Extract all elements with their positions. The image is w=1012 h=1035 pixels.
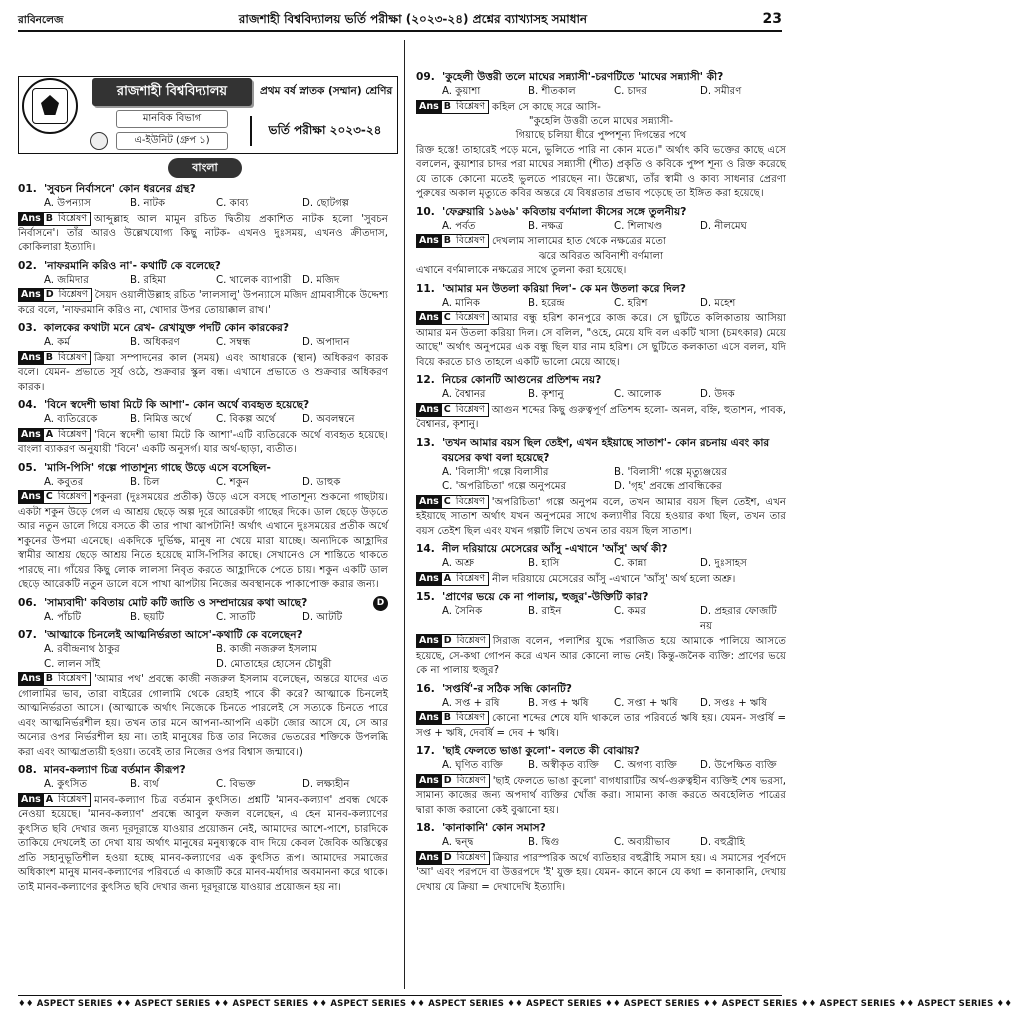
question-number: 08.	[18, 764, 37, 777]
question-item	[416, 373, 786, 432]
options-row	[416, 85, 786, 99]
answer-letter: C	[441, 496, 453, 508]
answer-explanation	[416, 234, 786, 249]
option: C. খালেক ব্যাপারী	[216, 275, 292, 286]
question-text: 'আত্মাকে চিনলেই আত্মনির্ভরতা আসে'-কথাটি কে বলেছেন?	[44, 629, 303, 642]
option: A. সপ্ত + রষি	[442, 697, 500, 709]
answer-letter: D	[441, 852, 454, 864]
answer-explanation	[416, 100, 786, 115]
answer-label: Ans	[21, 491, 41, 503]
option: A. অশ্রু	[442, 558, 475, 570]
explanation-text: 'অপরিচিতা' গল্পে অনুপম বলে, তখন আমার বয়স ছিল তেইশ, এখন হইয়াছে সাতাশ অর্থাৎ যখন অনুপমের সাথে কল্যাণীর বিয়ে হওয়ার কথা ছিল, তখন তার বয়স তেইশ ছিল এবং যখন গল্পটি লিখে তখন তার বয়স ছিল সাতাশ।	[416, 496, 786, 537]
answer-explanation	[18, 428, 388, 458]
question-number: 05.	[18, 461, 37, 474]
answer-label: Ans	[419, 851, 439, 863]
option: B. ব্যর্থ	[130, 779, 159, 791]
exam-info-box	[18, 76, 398, 154]
question-number: 06.	[18, 596, 37, 609]
university-name: রাজশাহী বিশ্ববিদ্যালয়	[92, 78, 252, 106]
option: A. কুৎসিত	[44, 779, 88, 791]
question-text: 'কুহেলী উত্তরী তলে মাঘের সন্ন্যাসী'-চরণটিতে 'মাঘের সন্ন্যাসী' কী?	[442, 71, 724, 83]
subject-badge: বাংলা	[168, 158, 242, 178]
question-title	[416, 682, 786, 697]
explain-label: বিশ্লেষণ	[58, 793, 88, 805]
question-number: 11.	[416, 282, 435, 295]
option: B. শীতকাল	[528, 86, 576, 98]
question-text: নিচের কোনটি আগুনের প্রতিশব্দ নয়?	[442, 374, 602, 387]
question-item	[18, 398, 388, 457]
explain-label: বিশ্লেষণ	[456, 572, 486, 584]
option: D. অবলম্বনে	[302, 414, 355, 426]
options-row	[416, 220, 786, 234]
question-number: 18.	[416, 822, 435, 835]
explanation-text: সিরাজ বলেন, পলাশির যুদ্ধে পরাজিত হয়ে আমাকে পালিয়ে আসতে হয়েছে, সে-কথা গোপন করে এখন আর কোনো লাভ নেই। কিন্তু-জনৈক ব্যক্তি: প্রাণের ভয়ে কে না পালায় হুজুর?	[416, 636, 786, 677]
question-number: 15.	[416, 591, 435, 604]
option: B. অধিকরণ	[130, 337, 180, 349]
options-row	[416, 836, 786, 850]
question-item	[416, 205, 786, 279]
exam-title: ভর্তি পরীক্ষা ২০২৩-২৪	[250, 116, 398, 146]
question-title	[416, 205, 786, 220]
class-line: প্রথম বর্ষ স্নাতক (সম্মান) শ্রেণির	[260, 85, 393, 97]
question-item	[18, 763, 388, 895]
question-title	[416, 373, 786, 388]
answer-letter: B	[441, 712, 453, 724]
option: D. বহুব্রীহি	[700, 837, 745, 849]
answer-label: Ans	[21, 428, 41, 440]
answer-tag	[416, 711, 489, 725]
answer-letter: A	[43, 794, 55, 806]
question-text: 'তখন আমার বয়স ছিল তেইশ, এখন হইয়াছে সাতাশ'- কোন রচনায় এবং কার বয়সের কথা বলা হয়েছে?	[442, 436, 770, 464]
explain-label: বিশ্লেষণ	[455, 403, 485, 415]
option: C. অগণ্য ব্যক্তি	[614, 760, 677, 772]
question-title	[18, 398, 388, 413]
options-row	[416, 697, 786, 711]
explain-label: বিশ্লেষণ	[456, 100, 486, 112]
question-text: 'বিনে স্বদেশী ভাষা মিটে কি আশা'- কোন অর্থে ব্যবহৃত হয়েছে?	[44, 399, 310, 412]
answer-label: Ans	[419, 312, 439, 324]
question-item	[416, 590, 786, 678]
answer-mark: D	[373, 596, 388, 611]
question-number: 01.	[18, 183, 37, 195]
answer-explanation	[18, 793, 388, 895]
option: D. মহেশ	[700, 297, 736, 309]
explain-label: বিশ্লেষণ	[58, 351, 88, 363]
option: C. লালন সাঁই	[44, 658, 101, 670]
option: D. প্রহরার ফোজটি নয়	[700, 606, 777, 632]
question-item	[18, 461, 388, 593]
explain-label: বিশ্লেষণ	[58, 428, 88, 440]
left-column	[18, 182, 388, 989]
option: D. সমীরণ	[700, 86, 742, 98]
answer-tag	[18, 288, 92, 302]
question-number: 07.	[18, 629, 37, 642]
option: C. কান্না	[614, 558, 647, 570]
answer-explanation	[18, 351, 388, 395]
question-item	[416, 682, 786, 741]
option: A. রবীন্দ্রনাথ ঠাকুর	[44, 644, 120, 656]
answer-tag	[416, 634, 490, 648]
answer-explanation	[416, 403, 786, 433]
option: A. জমিদার	[44, 275, 89, 286]
answer-tag	[18, 793, 91, 807]
options-row	[416, 759, 786, 773]
options-row	[18, 611, 388, 625]
options-row	[18, 778, 388, 792]
answer-letter: D	[441, 775, 454, 787]
answer-label: Ans	[21, 289, 41, 301]
answer-tag	[416, 851, 490, 865]
university-logo-icon	[22, 78, 78, 134]
option: D. উপেক্ষিত ব্যক্তি	[700, 760, 777, 772]
answer-explanation	[18, 672, 388, 760]
question-number: 13.	[416, 436, 435, 449]
explain-label: বিশ্লেষণ	[456, 712, 486, 724]
option: B. রহিমা	[130, 275, 166, 286]
answer-explanation	[416, 634, 786, 678]
explanation-text: মানব-কল্যাণ চিত্র বর্তমান কুৎসিত। প্রশ্নটি 'মানব-কল্যাণ' প্রবন্ধ থেকে নেওয়া হয়েছে। 'মানব-কল্যাণ' প্রবন্ধে আবুল ফজল বলেছেন, এ হেন মানব-কল্যাণের কুৎসিত ছবি দেখার জন্য দূরদূরান্তে যাওয়ার প্রয়োজন নেই, আমাদের আশে-পাশে, চারদিকে তাকিয়ে দেখলেই তা দেখা যায় অর্থাৎ মানুষের মনুষ্যত্বকে বাদ দিয়ে কেবল জৈবিক অস্তিত্বের প্রতি সহানুভূতিশীল হওয়া হচ্ছে মানব-কল্যাণের এক কুৎসিত রূপ। আমাদের সমাজের অধিকাংশ মানুষ মানব-কল্যাণের পরিবর্তে এ কাজটি করে মানব-মর্যাদার অবমাননা করে থাকে। তাই মানব-কল্যাণের কুৎসিত ছবি দেখার জন্য দূরদূরান্তে যাওয়ার প্রয়োজন হয় না।	[18, 794, 388, 893]
answer-letter: B	[43, 673, 55, 685]
option: C. আলোক	[614, 389, 662, 401]
answer-explanation	[416, 495, 786, 539]
answer-explanation	[416, 711, 786, 741]
options-row	[18, 413, 388, 427]
column-divider	[404, 40, 405, 989]
option: D. নীলমেঘ	[700, 220, 747, 232]
question-text: 'ছাই ফেলতে ভাঙা কুলো'- বলতে কী বোঝায়?	[442, 745, 640, 758]
explanation-continued: এখানে বর্ণমালাকে নক্ষত্রের সাথে তুলনা করা হয়েছে।	[416, 265, 627, 277]
question-item	[416, 70, 786, 202]
option: D. ডাহুক	[302, 476, 341, 488]
explanation-text: কহিল সে কাছে সরে আসি-	[492, 101, 601, 113]
answer-letter: D	[43, 289, 56, 301]
option: A. দ্বন্দ্ব	[442, 837, 474, 849]
answer-letter: A	[43, 429, 55, 441]
explain-label: বিশ্লেষণ	[456, 774, 486, 786]
option: B. নক্ষত্র	[528, 220, 564, 232]
question-item	[18, 259, 388, 318]
question-number: 17.	[416, 745, 435, 758]
options-row	[18, 336, 388, 350]
option: A. কবুতর	[44, 476, 84, 488]
option: C. শকুন	[216, 476, 249, 488]
question-title	[18, 321, 388, 336]
answer-letter: C	[441, 312, 453, 324]
options-row	[18, 643, 388, 672]
answer-tag	[416, 311, 489, 325]
option: C. হরিশ	[614, 297, 648, 309]
option: A. 'বিলাসী' গল্পে বিলাসীর	[442, 466, 549, 478]
explanation-text: আব্দুল্লাহ আল মামুন রচিত দ্বিতীয় প্রকাশিত নাটক হলো 'সুবচন নির্বাসনে'। তাঁর আরও উল্লেখযোগ্য কিছু নাটক- এখনও দুঃসময়, এখনও ক্রীতদাস, কোকিলারা ইত্যাদি।	[18, 213, 388, 254]
answer-tag	[416, 403, 489, 417]
option: D. লক্ষ্যহীন	[302, 779, 350, 791]
question-item	[416, 744, 786, 818]
question-number: 09.	[416, 71, 435, 83]
options-row	[18, 274, 388, 288]
options-row	[18, 476, 388, 490]
explanation-text: 'বিনে স্বদেশী ভাষা মিটে কি আশা'-এটি ব্যতিরেকে অর্থে ব্যবহৃত হয়েছে। বাংলা ব্যাকরণ অনুযায়ী 'বিনে' একটি অনুসর্গ। যার অর্থ-ছাড়া, ব্যতীত।	[18, 429, 388, 456]
answer-explanation	[18, 212, 388, 256]
option: B. কৃশানু	[528, 389, 564, 401]
option: A. সৈনিক	[442, 606, 483, 618]
question-title	[18, 763, 388, 778]
question-title	[416, 590, 786, 605]
answer-explanation	[416, 311, 786, 370]
answer-letter: B	[441, 101, 453, 113]
explanation-text: কোনো শব্দের শেষে যদি থাকলে তার পরিবর্তে ঋষি হয়। যেমন- সপ্তর্ষি = সপ্ত + ঋষি, দেবর্ষি = দেব + ঋষি।	[416, 713, 786, 739]
explain-label: বিশ্লেষণ	[58, 289, 88, 301]
answer-letter: B	[441, 235, 453, 247]
explanation-text: শকুনরা (দুঃসময়ের প্রতীক) উড়ে এসে বসছে পাতাশূন্য শুকনো গাছটায়। একটা শকুন উড়ে গেল এ আশ্রয় ছেড়ে অল্প দূরে আরেকটা গাছের দিকে। ডাল ছেড়ে উড়তে আর নতুন ডালে গিয়ে বসতে কী তার পাখা ঝাপটানি! অর্থাৎ এখানে দুঃসময়ের প্রতীক অর্থে শকুনের উপমা এনেছে। একদিকে দুর্ভিক্ষ, মানুষ না খেয়ে মারা যাচ্ছে। অন্যদিকে আহ্লাদির স্বামীর আশ্রয় ছেড়ে আশ্রয় নিতে হয়েছে মাসি-পিসির কাছে। সেখানেও সে শান্তিতে থাকতে পারছে না। গাঁয়ের কিছু লোক লালসা নিবৃত করতে আহ্লাদিকে পেতে চায়। শকুন একটি ডাল ছেড়ে আরেকটি নতুন ডালে বসে পাখা ঝাপটায় নিজের অবস্থানকে পাকাপোক্ত করার জন্য।	[18, 492, 388, 591]
option: B. নাটক	[130, 198, 166, 210]
answer-label: Ans	[419, 235, 439, 247]
answer-tag	[18, 490, 91, 504]
option: B. রাইন	[528, 606, 562, 618]
explanation-text: ক্রিয়া সম্পাদনের কাল (সময়) এবং আধারকে (স্থান) অধিকরণ কারক বলে। যেমন- প্রভাতে সূর্য ওঠে, শুক্রবার স্কুল বন্ধ। এখানে প্রভাতে ও শুক্রবার অধিকরণ কারক।	[18, 352, 388, 393]
question-title	[18, 461, 388, 476]
answer-tag	[18, 212, 91, 226]
poem-line: "কুহেলি উত্তরী তলে মাঘের সন্ন্যাসী-	[528, 116, 674, 127]
question-item	[416, 436, 786, 539]
answer-tag	[416, 495, 489, 509]
question-item	[18, 321, 388, 395]
options-row	[416, 466, 786, 495]
options-row	[416, 388, 786, 402]
answer-tag	[416, 234, 489, 248]
answer-label: Ans	[419, 774, 439, 786]
question-item	[416, 821, 786, 895]
option: A. মানিক	[442, 297, 480, 309]
explain-label: বিশ্লেষণ	[456, 235, 486, 247]
option: B. দ্বিগু	[528, 837, 560, 849]
answer-tag	[18, 351, 91, 365]
question-title	[416, 282, 786, 297]
option: A. পাঁচটি	[44, 611, 82, 623]
option: D. 'গৃহ' প্রবন্ধে প্রাবন্ধিকের	[614, 481, 722, 493]
option: C. শিলাখণ্ড	[614, 220, 663, 232]
option: D. উদক	[700, 389, 735, 401]
department-label: মানবিক বিভাগ	[116, 110, 228, 128]
option: B. অস্বীকৃত ব্যক্তি	[528, 760, 599, 772]
answer-tag	[416, 100, 489, 114]
question-item	[416, 282, 786, 370]
question-text: 'ফেব্রুয়ারি ১৯৬৯' কবিতায় বর্ণমালা কীসের সঙ্গে তুলনীয়?	[442, 205, 687, 218]
answer-letter: C	[43, 491, 55, 503]
answer-label: Ans	[419, 495, 439, 507]
question-title	[18, 596, 388, 611]
option: A. ঘৃণিত ব্যক্তি	[442, 760, 503, 772]
explain-label: বিশ্লেষণ	[58, 212, 88, 224]
option: C. সাতটি	[216, 611, 256, 623]
options-row	[416, 297, 786, 311]
question-item	[18, 182, 388, 256]
question-text: নীল দরিয়ায়ে মেসেরের আঁসু -এখানে 'আঁসু' অর্থ কী?	[442, 543, 668, 556]
option: B. সপ্ত + ঋষি	[528, 697, 589, 709]
question-text: 'মাসি-পিসি' গল্পে পাতাশূন্য গাছে উড়ে এসে বসেছিল-	[44, 461, 271, 474]
question-text: মানব-কল্যাণ চিত্র বর্তমান কীরূপ?	[44, 764, 186, 777]
question-number: 12.	[416, 374, 435, 387]
answer-label: Ans	[21, 673, 41, 685]
answer-letter: A	[441, 573, 453, 585]
explanation-text: আমার বন্ধু হরিশ কানপুরে কাজ করে। সে ছুটিতে কলিকাতায় আসিয়া আমার মন উতলা করিয়া দিল। সে বলিল, "ওহে, মেয়ে যদি বল একটি খাসা (চমৎকার) মেয়ে আছে" অর্থাৎ অনুপমের এক বন্ধু ছিল যার নাম হরিশ। সে ছুটিতে কলকাতা এসে বলল, যদি বিয়ে করতে চাও তাহলে একটি ভালো মেয়ে আছে।	[416, 313, 786, 368]
option: C. সপ্তা + ঋষি	[614, 697, 678, 709]
poem-line: ঝরে অবিরত অবিনাশী বর্ণমালা	[538, 250, 664, 262]
answer-label: Ans	[21, 793, 41, 805]
option: D. অপাদান	[302, 337, 350, 349]
option: C. অব্যয়ীভাব	[614, 837, 671, 849]
page-title: রাজশাহী বিশ্ববিদ্যালয় ভর্তি পরীক্ষা (২০২৩-২৪) প্রশ্নের ব্যাখ্যাসহ সমাধান	[238, 12, 588, 27]
answer-explanation	[18, 288, 388, 318]
option: D. আটটি	[302, 611, 343, 623]
explain-label: বিশ্লেষণ	[57, 491, 87, 503]
question-number: 02.	[18, 259, 37, 272]
explain-label: বিশ্লেষণ	[455, 495, 485, 507]
question-text: 'নাফরমানি করিও না'- কথাটি কে বলেছে?	[44, 259, 221, 272]
question-text: কালকের কথাটা মনে রেখ- রেখাযুক্ত পদটি কোন কারকের?	[44, 322, 289, 335]
explain-label: বিশ্লেষণ	[456, 635, 486, 647]
question-text: 'সুবচন নির্বাসনে' কোন ধরনের গ্রন্থ?	[44, 183, 196, 195]
option: B. হরেন্দ্র	[528, 297, 565, 309]
explain-label: বিশ্লেষণ	[58, 673, 88, 685]
option: C. বিকল্প অর্থে	[216, 414, 276, 426]
explanation-text: দেখলাম সালামের হাত থেকে নক্ষত্রের মতো	[492, 236, 666, 248]
option: D. দুঃসাহস	[700, 558, 747, 570]
question-number: 14.	[416, 543, 435, 556]
publisher-name: রাবিনলেজ	[18, 13, 64, 26]
answer-explanation	[416, 572, 786, 587]
question-item	[18, 596, 388, 626]
answer-label: Ans	[419, 712, 439, 724]
option: C. কমর	[614, 606, 646, 618]
question-number: 03.	[18, 322, 37, 335]
answer-explanation	[18, 490, 388, 592]
answer-tag	[18, 428, 91, 442]
option: A. কর্ম	[44, 337, 71, 349]
option: A. উপন্যাস	[44, 198, 91, 210]
answer-letter: B	[43, 213, 55, 225]
option: B. কাজী নজরুল ইসলাম	[216, 644, 317, 656]
option: B. নিমিত্ত অর্থে	[130, 414, 192, 426]
question-title	[416, 821, 786, 836]
option: D. সপ্তঃ + ঋষি	[700, 697, 767, 709]
answer-explanation	[416, 851, 786, 895]
option: A. ব্যতিরেকে	[44, 414, 98, 426]
answer-label: Ans	[21, 351, 41, 363]
option: B. 'বিলাসী' গল্পে মৃত্যুঞ্জয়ের	[614, 466, 728, 478]
option: B. হাসি	[528, 558, 560, 570]
option: C. কাব্য	[216, 198, 249, 210]
answer-letter: B	[43, 352, 55, 364]
question-title	[18, 182, 388, 197]
answer-explanation	[416, 774, 786, 818]
page-header	[18, 10, 782, 32]
answer-letter: C	[441, 404, 453, 416]
options-row	[416, 557, 786, 571]
question-title	[416, 542, 786, 557]
right-column	[416, 70, 786, 989]
answer-label: Ans	[419, 403, 439, 415]
option: C. সম্বন্ধ	[216, 337, 251, 349]
options-row	[416, 605, 786, 634]
options-row	[18, 197, 388, 211]
question-title	[416, 70, 786, 85]
option: C. বিভক্ত	[216, 779, 256, 791]
unit-label: এ-ইউনিট (গ্রুপ ১)	[116, 132, 228, 150]
question-title	[416, 436, 786, 466]
option: D. মজিদ	[302, 275, 340, 286]
question-text: 'আমার মন উতলা করিয়া দিল'- কে মন উতলা করে দিল?	[442, 282, 686, 295]
answer-tag	[416, 774, 490, 788]
question-number: 04.	[18, 399, 37, 412]
option: A. পর্বত	[442, 220, 476, 232]
explain-label: বিশ্লেষণ	[455, 312, 485, 324]
question-title	[416, 744, 786, 759]
option: D. মোতাহের হোসেন চৌধুরী	[216, 658, 332, 670]
explain-label: বিশ্লেষণ	[456, 851, 486, 863]
answer-label: Ans	[419, 100, 439, 112]
question-text: 'সপ্তর্ষি'-র সঠিক সন্ধি কোনটি?	[442, 682, 572, 695]
question-title	[18, 259, 388, 274]
answer-letter: D	[441, 635, 454, 647]
answer-label: Ans	[419, 572, 439, 584]
answer-label: Ans	[419, 635, 439, 647]
explanation-continued: রিক্ত হস্তে! তাহারেই পড়ে মনে, ভুলিতে পারি না কোন মতে।" অর্থাৎ কবি ভক্তের কাছে এসে বললেন, কুয়াশার চাদর পরা মাঘের সন্ন্যাসী (শীত) প্রকৃতি ও কবিকে পুষ্প শূন্য ও রিক্ত করেছে যে তাকে কোনো মতেই ভুলতে পারছেন না। উল্লেখ্য, তাঁর স্বামী ও কাব্য সাধনার প্রেরণা পুরুষের অকাল মৃত্যুতে কবির অন্তরে যে বিষণ্ণতার প্রভাব পড়েছে তা ইঙ্গিত করা হয়েছে।	[416, 144, 786, 200]
question-number: 10.	[416, 205, 435, 218]
option: B. চিল	[130, 476, 160, 488]
option: D. ছোটগল্প	[302, 198, 350, 210]
poem-line: গিয়াছে চলিয়া ধীরে পুষ্পশূন্য দিগন্তের পথে	[515, 130, 687, 142]
explanation-text: আগুন শব্দের কিছু গুরুত্বপূর্ণ প্রতিশব্দ হলো- অনল, বহ্নি, হুতাশন, পাবক, বৈশ্বানর, কৃশানু।	[416, 404, 786, 431]
answer-label: Ans	[21, 212, 41, 224]
page-number: 23	[762, 11, 782, 28]
question-item	[416, 542, 786, 587]
question-text: 'প্রাণের ভয়ে কে না পালায়, হুজুর'-উক্তিটি কার?	[442, 591, 649, 604]
explanation-text: নীল দরিয়ায়ে মেসেরের আঁসু -এখানে 'আঁসু' অর্থ হলো অশ্রু।	[492, 573, 736, 585]
option: C. চাদর	[614, 86, 647, 98]
question-number: 16.	[416, 682, 435, 695]
question-title	[18, 628, 388, 643]
option: A. বৈশ্বানর	[442, 389, 486, 401]
explanation-text: ক্রিয়ার পারস্পরিক অর্থে ব্যতিহার বহুব্রীহি সমাস হয়। এ সমাসের পূর্বপদে 'আ' এবং পরপদে বা উত্তরপদে 'ই' যুক্ত হয়। যেমন- কানে কানে যে কথা = কানাকানি, দেখায় দেখায় যে ক্রিয়া = দেখাদেখি ইত্যাদি।	[416, 852, 786, 893]
answer-tag	[18, 672, 91, 686]
footer-series: ♦♦ ASPECT SERIES ♦♦ ASPECT SERIES ♦♦ ASPECT SERIES ♦♦ ASPECT SERIES ♦♦ ASPECT SERIES ♦♦ ASPECT SERIES ♦♦ ASPECT SERIES ♦♦ ASPECT SERIES ♦♦ ASPECT SERIES ♦♦ ASPECT SERIES ♦♦	[18, 995, 782, 1009]
smiley-icon	[90, 132, 108, 150]
question-text: 'সাম্যবাদী' কবিতায় মোট কটি জাতি ও সম্প্রদায়ের কথা আছে?	[44, 596, 308, 609]
question-text: 'কানাকানি' কোন সমাস?	[442, 822, 546, 835]
explanation-text: 'আমার পথ' প্রবন্ধে কাজী নজরুল ইসলাম বলেছেন, অন্তরে যাদের এত গোলামির ভাব, তারা বাইরের গোলামি থেকে রেহাই পাবে কী করে? আত্মাকে চিনলেই আত্মনির্ভরতা আসে। (আত্মাকে অর্থাৎ নিজেকে চিনতে পারলেই সে সত্যকে চিনতে পারে এবং আত্মনির্ভরশীল হয়। তখন তার মনে আপনা-আপনি একটা জোর আসে যে, সে আর অন্যের ওপর নির্ভরশীল হয় না। তাই মানুষের চিত্ত তার নিজের ভেতরের শক্তিকে উপলব্ধি করা এবং আত্মপ্রত্যয়ী হওয়া। তবেই তার নিজের ওপর বিশ্বাস জন্মাবে।)	[18, 674, 388, 758]
option: A. কুয়াশা	[442, 86, 481, 98]
explanation-text: 'ছাই ফেলতে ভাঙা কুলো' বাগধারাটির অর্থ-গুরুত্বহীন ব্যক্তিই শেষ ভরসা, সামান্য কাজের জন্য অপদার্থ ব্যক্তির খোঁজ করা। সামান্য কাজ করতে অবহেলিত পাত্রের দ্বারা কাজ করানো কেই বুঝানো হয়।	[416, 775, 786, 816]
option: C. 'অপরিচিতা' গল্পে অনুপমের	[442, 481, 567, 493]
explanation-text: সৈয়দ ওয়ালীউল্লাহ রচিত 'লালসালু' উপন্যাসে মজিদ গ্রামবাসীকে উদ্দেশ্য করে বলে, 'নাফরমানি করিও না, খোদার উপর তোয়াক্কাল রাখ।'	[18, 290, 388, 316]
answer-tag	[416, 572, 489, 586]
question-item	[18, 628, 388, 760]
option: B. ছয়টি	[130, 611, 165, 623]
